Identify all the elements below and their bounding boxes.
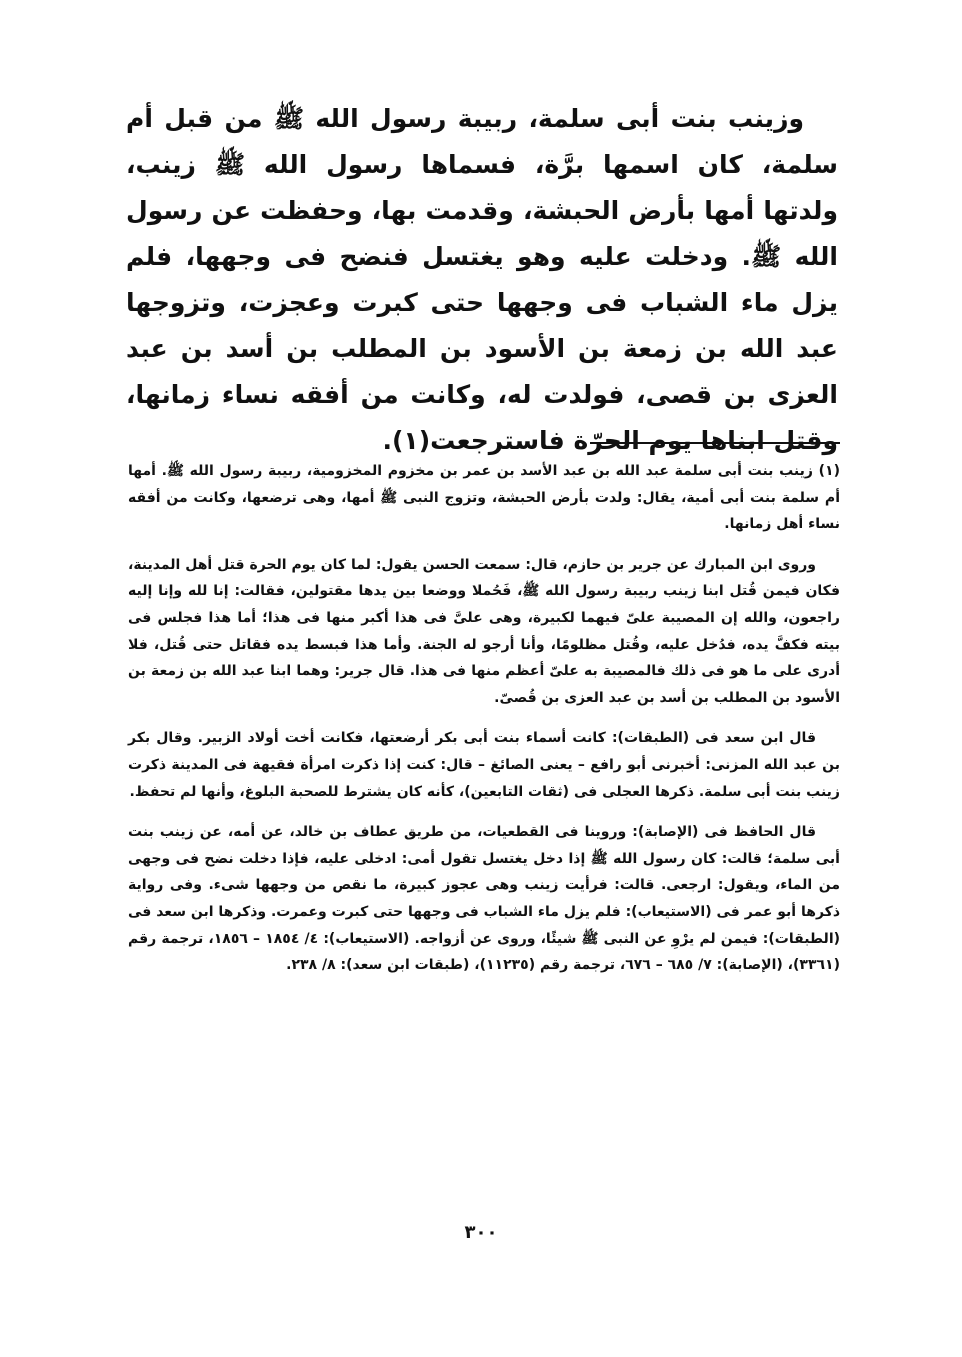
footnote-separator xyxy=(590,442,840,444)
footnote-paragraph-3: قال ابن سعد فى (الطبقات): كانت أسماء بنت أبى بكر أرضعتها، فكانت أخت أولاد الزبير. وقال بكر بن عبد الله المزنى: أخبرنى أبو رافع – يعنى الصائغ – قال: كنت إذا ذكرت امرأة فقيهة فى المدينة ذكرت زينب بنت أبى سلمة. ذكرها العجلى فى (ثقات التابعين)، كأنه كان يشترط للصحبة البلوغ، وأنها لم تحفظ. xyxy=(128,730,840,800)
footnote-1: (١) زينب بنت أبى سلمة عبد الله بن عبد الأسد بن عمر بن مخزوم المخزومية، ربيبة رسول الله ﷺ. أمها أم سلمة بنت أبى أمية، يقال: ولدت بأرض الحبشة، وتزوج النبى ﷺ أمها، وهى ترضعها، وكانت من أفقه نساء أهل زمانها. xyxy=(128,463,840,533)
footnotes-block xyxy=(128,458,840,993)
main-paragraph: وزينب بنت أبى سلمة، ربيبة رسول الله ﷺ من قبل أم سلمة، كان اسمها برَّة، فسماها رسول الله ﷺ زينب، ولدتها أمها بأرض الحبشة، وقدمت بها، وحفظت عن رسول الله ﷺ. ودخلت عليه وهو يغتسل فنضح فى وجهها، فلم يزل ماء الشباب فى وجهها حتى كبرت وعجزت، وتزوجها عبد الله بن زمعة بن الأسود بن المطلب بن أسد بن عبد العزى بن قصى، فولدت له، وكانت من أفقه نساء زمانها، وقتل ابناها يوم الحرّة فاسترجعت(١). xyxy=(126,104,838,455)
footnote-paragraph-2: وروى ابن المبارك عن جرير بن حازم، قال: سمعت الحسن يقول: لما كان يوم الحرة قتل أهل المدينة، فكان فيمن قُتل ابنا زينب ربيبة رسول الله ﷺ، فَحُملا ووضعا بين يدها مقتولين، فقالت: إنا لله وإنا إليه راجعون، والله إن المصيبة علىّ فيهما لكبيرة، وهى علىَّ فى هذا أكبر منها فى هذا؛ أما هذا فجلس فى بيته فكفَّ يده، فدُخل عليه، وقُتل مظلومًا، وأنا أرجو له الجنة. وأما هذا فبسط يده فقاتل حتى قُتل، فلا أدرى على ما هو فى ذلك فالمصيبة به علىّ أعظم منها فى هذا. قال جرير: وهما ابنا عبد الله بن زمعة بن الأسود بن المطلب بن أسد بن عبد العزى بن قُصىّ. xyxy=(128,556,840,706)
footnote-paragraph-4: قال الحافظ فى (الإصابة): وروينا فى القطعيات، من طريق عطاف بن خالد، عن أمه، عن زينب بنت أبى سلمة؛ قالت: كان رسول الله ﷺ إذا دخل يغتسل تقول أمى: ادخلى عليه، فإذا دخلت نضح فى وجهى من الماء، ويقول: ارجعى. قالت: فرأيت زينب وهى عجوز كبيرة، ما نقص من وجهها شىء. وفى رواية ذكرها أبو عمر فى (الاستيعاب): فلم يزل ماء الشباب فى وجهها حتى كبرت وعمرت. وذكرها ابن سعد فى (الطبقات): فيمن لم يرْوِ عن النبى ﷺ شيئًا، وروى عن أزواجه. (الاستيعاب): ٤/ ١٨٥٤ – ١٨٥٦، ترجمة رقم (٣٣٦١)، (الإصابة): ٧/ ٦٨٥ – ٦٧٦، ترجمة رقم (١١٢٣٥)، (طبقات ابن سعد): ٨/ ٢٣٨. xyxy=(128,824,841,974)
main-text-block xyxy=(126,96,838,464)
page-number: ٣٠٠ xyxy=(464,1222,498,1243)
